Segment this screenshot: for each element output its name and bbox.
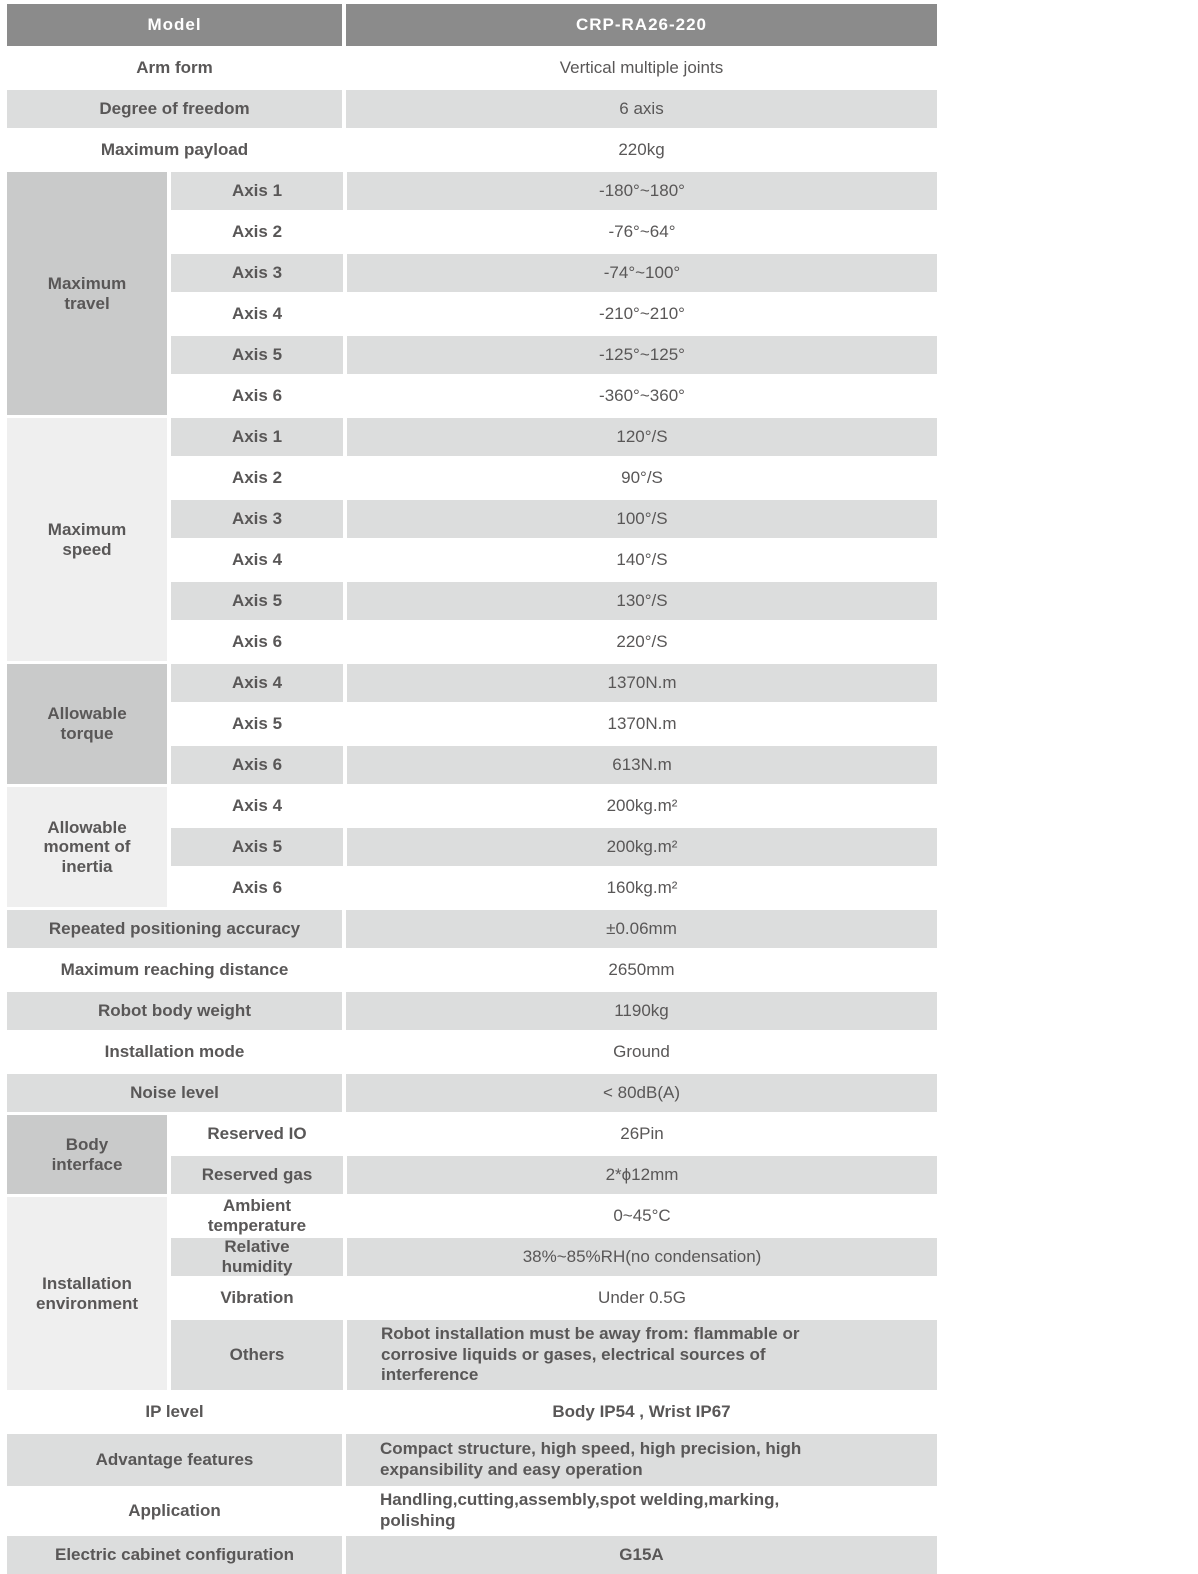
axis-row: [171, 541, 937, 579]
row-others: [171, 1320, 937, 1390]
row-vibration: [171, 1279, 937, 1317]
row-value: 140°/S: [347, 541, 937, 579]
section-rows: [171, 418, 937, 661]
axis-row: [171, 172, 937, 210]
row-value: 200kg.m²: [347, 828, 937, 866]
row-application: [7, 1489, 937, 1533]
row-value: Under 0.5G: [347, 1279, 937, 1317]
row-noise-level: [7, 1074, 937, 1112]
group-label: Installation environment: [7, 1197, 167, 1390]
row-value: 100°/S: [347, 500, 937, 538]
row-value: 160kg.m²: [347, 869, 937, 907]
row-label: Axis 6: [171, 377, 343, 415]
axis-row: [171, 705, 937, 743]
row-relative-humidity: [171, 1238, 937, 1276]
axis-row: [171, 213, 937, 251]
row-value: Ground: [346, 1033, 937, 1071]
row-value: 220°/S: [347, 623, 937, 661]
row-electric-cabinet-configuration: [7, 1536, 937, 1574]
section-maximum-speed: [7, 418, 937, 661]
section-allowable-torque: [7, 664, 937, 784]
row-advantage-features: [7, 1434, 937, 1486]
row-value: -125°~125°: [347, 336, 937, 374]
row-value: Compact structure, high speed, high precision, high expansibility and easy operation: [346, 1434, 937, 1486]
row-value: -360°~360°: [347, 377, 937, 415]
axis-row: [171, 828, 937, 866]
row-value: 613N.m: [347, 746, 937, 784]
row-label: Axis 6: [171, 869, 343, 907]
row-label: Axis 6: [171, 746, 343, 784]
row-value: 120°/S: [347, 418, 937, 456]
row-label: Robot body weight: [7, 992, 342, 1030]
row-value: < 80dB(A): [346, 1074, 937, 1112]
row-value: 1370N.m: [347, 664, 937, 702]
row-ip-level: [7, 1393, 937, 1431]
row-maximum-reaching-distance: [7, 951, 937, 989]
row-label: Relative humidity: [171, 1238, 343, 1276]
row-degree-of-freedom: [7, 90, 937, 128]
row-label: Reserved IO: [171, 1115, 343, 1153]
axis-row: [171, 377, 937, 415]
model-label: Model: [7, 4, 342, 46]
row-installation-mode: [7, 1033, 937, 1071]
row-value: -74°~100°: [347, 254, 937, 292]
axis-row: [171, 746, 937, 784]
axis-row: [171, 500, 937, 538]
row-label: Electric cabinet configuration: [7, 1536, 342, 1574]
section-rows: [171, 1197, 937, 1390]
row-value: ±0.06mm: [346, 910, 937, 948]
row-label: Axis 3: [171, 500, 343, 538]
row-label: Arm form: [7, 49, 342, 87]
row-value: Handling,cutting,assembly,spot welding,marking, polishing: [346, 1489, 937, 1533]
row-label: Maximum payload: [7, 131, 342, 169]
row-value: -210°~210°: [347, 295, 937, 333]
section-rows: [171, 172, 937, 415]
row-value: 6 axis: [346, 90, 937, 128]
row-label: Advantage features: [7, 1434, 342, 1486]
row-value: 0~45°C: [347, 1197, 937, 1235]
group-label: Allowable moment of inertia: [7, 787, 167, 907]
axis-row: [171, 869, 937, 907]
row-value: 130°/S: [347, 582, 937, 620]
row-value: 26Pin: [347, 1115, 937, 1153]
row-label: Axis 5: [171, 705, 343, 743]
model-value: CRP-RA26-220: [346, 4, 937, 46]
group-label: Body interface: [7, 1115, 167, 1194]
section-allowable-moment-of-inertia: [7, 787, 937, 907]
row-label: Axis 3: [171, 254, 343, 292]
row-repeated-positioning-accuracy: [7, 910, 937, 948]
axis-row: [171, 295, 937, 333]
row-label: Application: [7, 1489, 342, 1533]
row-label: Axis 4: [171, 295, 343, 333]
row-label: Reserved gas: [171, 1156, 343, 1194]
row-label: Axis 4: [171, 664, 343, 702]
row-label: Degree of freedom: [7, 90, 342, 128]
row-value: 2650mm: [346, 951, 937, 989]
row-maximum-payload: [7, 131, 937, 169]
row-value: -180°~180°: [347, 172, 937, 210]
row-value: 1190kg: [346, 992, 937, 1030]
row-value: -76°~64°: [347, 213, 937, 251]
row-value: Vertical multiple joints: [346, 49, 937, 87]
section-maximum-travel: [7, 172, 937, 415]
group-label: Maximum speed: [7, 418, 167, 661]
row-label: Axis 5: [171, 336, 343, 374]
row-value: 38%~85%RH(no condensation): [347, 1238, 937, 1276]
spec-table: [7, 4, 937, 1574]
row-label: Axis 2: [171, 459, 343, 497]
row-label: Axis 4: [171, 541, 343, 579]
section-body-interface: [7, 1115, 937, 1194]
axis-row: [171, 418, 937, 456]
row-label: Ambient temperature: [171, 1197, 343, 1235]
row-label: Vibration: [171, 1279, 343, 1317]
axis-row: [171, 623, 937, 661]
section-rows: [171, 664, 937, 784]
row-label: Axis 6: [171, 623, 343, 661]
row-value: 2*ϕ12mm: [347, 1156, 937, 1194]
row-label: Axis 5: [171, 582, 343, 620]
axis-row: [171, 787, 937, 825]
axis-row: [171, 459, 937, 497]
axis-row: [171, 582, 937, 620]
row-model: [7, 4, 937, 46]
row-reserved-gas: [171, 1156, 937, 1194]
row-label: Axis 1: [171, 172, 343, 210]
row-label: Maximum reaching distance: [7, 951, 342, 989]
row-reserved-io: [171, 1115, 937, 1153]
row-ambient-temperature: [171, 1197, 937, 1235]
axis-row: [171, 664, 937, 702]
row-value: Body IP54 , Wrist IP67: [346, 1393, 937, 1431]
row-label: Axis 1: [171, 418, 343, 456]
axis-row: [171, 336, 937, 374]
row-label: Repeated positioning accuracy: [7, 910, 342, 948]
section-rows: [171, 787, 937, 907]
row-label: Axis 2: [171, 213, 343, 251]
row-label: Axis 5: [171, 828, 343, 866]
row-robot-body-weight: [7, 992, 937, 1030]
row-value: 90°/S: [347, 459, 937, 497]
row-label: Others: [171, 1320, 343, 1390]
row-value: 220kg: [346, 131, 937, 169]
row-label: IP level: [7, 1393, 342, 1431]
group-label: Maximum travel: [7, 172, 167, 415]
section-rows: [171, 1115, 937, 1194]
row-label: Axis 4: [171, 787, 343, 825]
row-value: 200kg.m²: [347, 787, 937, 825]
row-value: 1370N.m: [347, 705, 937, 743]
axis-row: [171, 254, 937, 292]
section-installation-environment: [7, 1197, 937, 1390]
row-label: Installation mode: [7, 1033, 342, 1071]
row-value: G15A: [346, 1536, 937, 1574]
row-value: Robot installation must be away from: flammable or corrosive liquids or gases, electrical sources of interference: [347, 1320, 937, 1390]
row-label: Noise level: [7, 1074, 342, 1112]
row-arm-form: [7, 49, 937, 87]
group-label: Allowable torque: [7, 664, 167, 784]
